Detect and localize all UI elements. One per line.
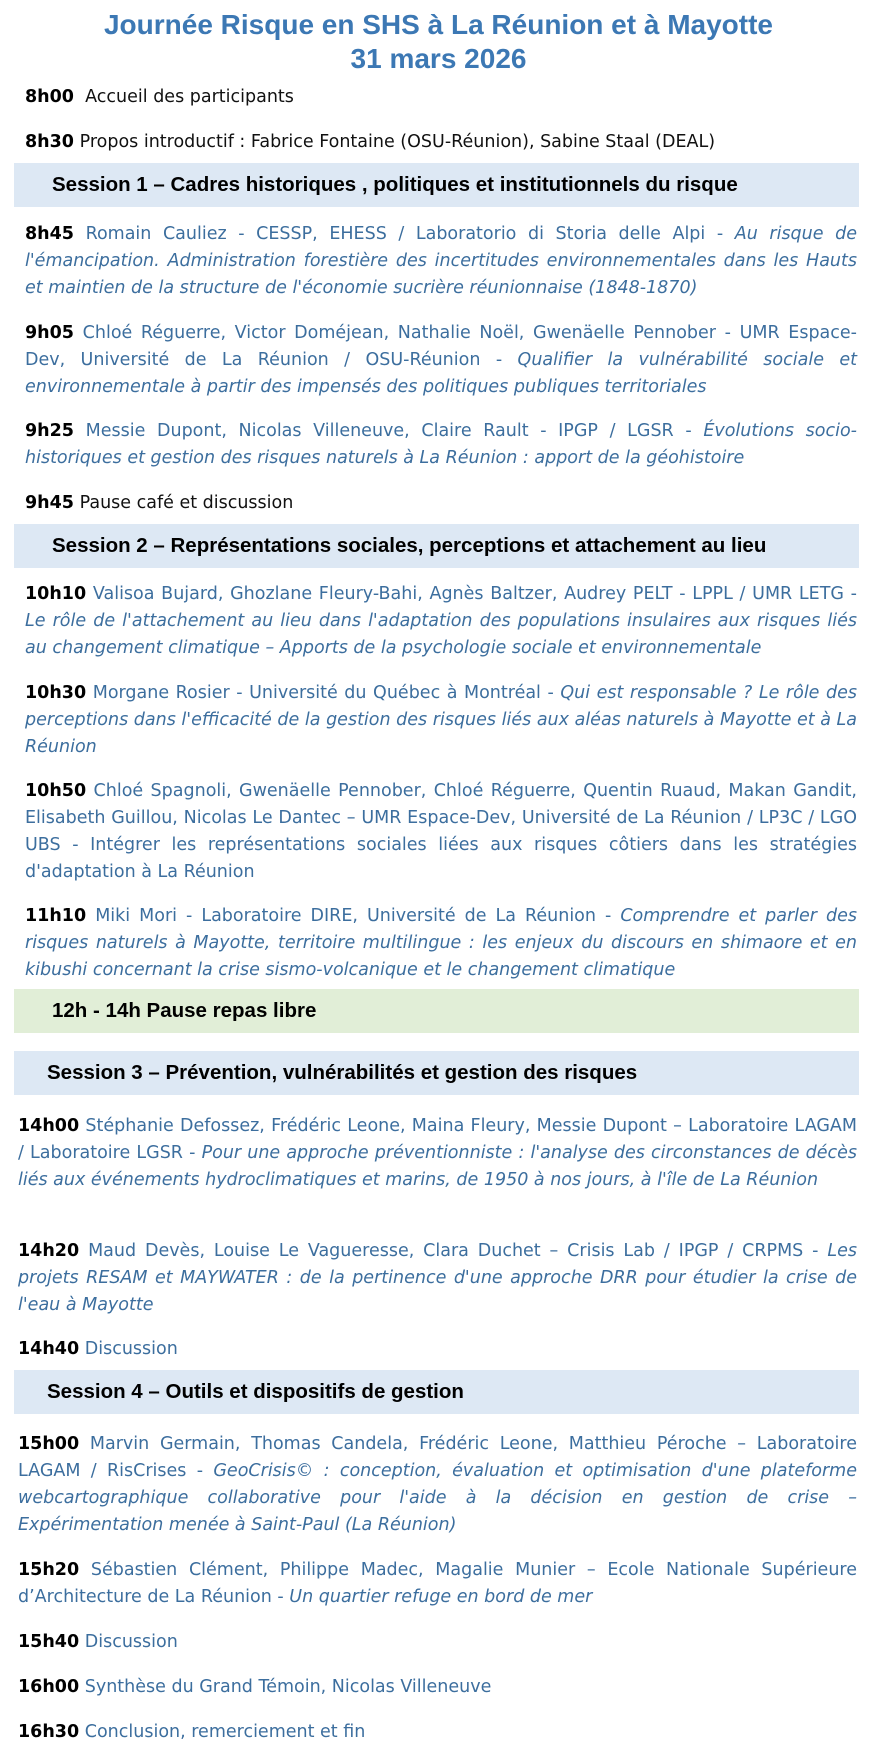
- talk-item: [18, 1557, 857, 1611]
- talk-time: 16h00: [18, 1677, 80, 1697]
- talk-authors: Conclusion, remerciement et fin: [84, 1722, 366, 1742]
- talk-title: Un quartier refuge en bord de mer: [289, 1587, 593, 1607]
- talk-authors: Discussion: [84, 1339, 178, 1359]
- session-4-title: Session 4 – Outils et dispositifs de gestion: [47, 1380, 464, 1403]
- talk-item: [18, 1674, 857, 1701]
- talk-authors: Chloé Spagnoli, Gwenäelle Pennober, Chloé Réguerre, Quentin Ruaud, Makan Gandit, Elisabeth Guillou, Nicolas Le Dantec – UMR Espace-Dev, Université de La Réunion / LP3C / LGO UBS - Intégrer les représentations sociales liées aux risques côtiers dans les stratégies d'adaptation à La Réunion: [25, 781, 857, 882]
- talk-title: Qualifier la vulnérabilité sociale et environnementale à partir des impensés des politiques publiques territoriales: [25, 350, 857, 397]
- talk-time: 10h10: [25, 584, 87, 604]
- talk-item: [18, 1719, 857, 1746]
- talk-authors: Sébastien Clément, Philippe Madec, Magalie Munier – Ecole Nationale Supérieure d’Architecture de La Réunion -: [18, 1560, 857, 1607]
- talk-time: 9h25: [25, 421, 74, 441]
- talk-item: [25, 680, 857, 761]
- session-1-header: [14, 163, 859, 207]
- talk-authors: Stéphanie Defossez, Frédéric Leone, Maina Fleury, Messie Dupont – Laboratoire LAGAM / Laboratoire LGSR -: [18, 1116, 857, 1163]
- item-time: 8h00: [25, 87, 74, 107]
- session-1-title: Session 1 – Cadres historiques , politiques et institutionnels du risque: [52, 173, 738, 196]
- title-line-1: Journée Risque en SHS à La Réunion et à Mayotte: [103, 9, 774, 40]
- item-text: Pause café et discussion: [79, 493, 294, 513]
- talk-time: 8h45: [25, 224, 74, 244]
- talk-item: [25, 903, 857, 984]
- item-time: 9h45: [25, 493, 74, 513]
- talk-title: Qui est responsable ? Le rôle des perceptions dans l'efficacité de la gestion des risques liés aux aléas naturels à Mayotte et à La Réunion: [25, 683, 857, 757]
- talk-authors: Chloé Réguerre, Victor Doméjean, Nathalie Noël, Gwenäelle Pennober - UMR Espace-Dev, Université de La Réunion / OSU-Réunion -: [25, 323, 857, 370]
- talk-authors: Miki Mori - Laboratoire DIRE, Université de La Réunion -: [95, 906, 621, 926]
- session-2-title: Session 2 – Représentations sociales, perceptions et attachement au lieu: [52, 534, 767, 557]
- talk-item: [25, 221, 857, 302]
- program-item: [25, 84, 857, 111]
- talk-time: 16h30: [18, 1722, 80, 1742]
- session-4-header: [14, 1370, 859, 1414]
- talk-title: Évolutions socio-historiques et gestion des risques naturels à La Réunion : apport de la géohistoire: [25, 421, 857, 468]
- talk-title: Au risque de l'émancipation. Administration forestière des incertitudes environnementales dans les Hauts et maintien de la structure de l'économie sucrière réunionnaise (1848-1870): [25, 224, 857, 298]
- talk-time: 9h05: [25, 323, 74, 343]
- talk-item: [18, 1113, 857, 1194]
- talk-item: [18, 1431, 857, 1539]
- page-title: [0, 8, 877, 76]
- session-3-header: [14, 1051, 859, 1095]
- lunch-break-title: 12h - 14h Pause repas libre: [52, 999, 317, 1022]
- talk-authors: Morgane Rosier - Université du Québec à Montréal -: [92, 683, 561, 703]
- talk-time: 11h10: [25, 906, 87, 926]
- title-date: 31 mars 2026: [350, 43, 527, 74]
- talk-time: 14h00: [18, 1116, 80, 1136]
- talk-authors: Valisoa Bujard, Ghozlane Fleury-Bahi, Agnès Baltzer, Audrey PELT - LPPL / UMR LETG -: [92, 584, 857, 604]
- talk-title: Le rôle de l'attachement au lieu dans l'adaptation des populations insulaires aux risques liés au changement climatique – Apports de la psychologie sociale et environnementale: [25, 611, 857, 658]
- talk-time: 15h20: [18, 1560, 80, 1580]
- lunch-break-banner: [14, 989, 859, 1033]
- talk-item: [18, 1336, 857, 1363]
- talk-title: Les projets RESAM et MAYWATER : de la pertinence d'une approche DRR pour étudier la crise de l'eau à Mayotte: [18, 1241, 857, 1315]
- talk-authors: Romain Cauliez - CESSP, EHESS / Laboratorio di Storia delle Alpi -: [85, 224, 735, 244]
- talk-time: 10h30: [25, 683, 87, 703]
- talk-authors: Discussion: [84, 1632, 178, 1652]
- talk-time: 15h40: [18, 1632, 80, 1652]
- talk-authors: Maud Devès, Louise Le Vagueresse, Clara Duchet – Crisis Lab / IPGP / CRPMS -: [88, 1241, 828, 1261]
- talk-authors: Synthèse du Grand Témoin, Nicolas Villeneuve: [84, 1677, 492, 1697]
- session-3-title: Session 3 – Prévention, vulnérabilités et gestion des risques: [47, 1061, 638, 1084]
- talk-authors: Messie Dupont, Nicolas Villeneuve, Claire Rault - IPGP / LGSR -: [85, 421, 704, 441]
- talk-title: Comprendre et parler des risques naturels à Mayotte, territoire multilingue : les enjeux du discours en shimaore et en kibushi concernant la crise sismo-volcanique et le changement climatique: [25, 906, 857, 980]
- talk-item: [25, 778, 857, 886]
- talk-title: GeoCrisis© : conception, évaluation et optimisation d'une plateforme webcartographique collaborative pour l'aide à la décision en gestion de crise – Expérimentation menée à Saint-Paul (La Réunion): [18, 1461, 857, 1535]
- talk-item: [18, 1629, 857, 1656]
- talk-authors: Marvin Germain, Thomas Candela, Frédéric Leone, Matthieu Péroche – Laboratoire LAGAM / RisCrises -: [18, 1434, 857, 1481]
- program-item: [25, 129, 857, 156]
- talk-time: 10h50: [25, 781, 87, 801]
- talk-item: [25, 418, 857, 472]
- talk-item: [25, 581, 857, 662]
- talk-title: Pour une approche préventionniste : l'analyse des circonstances de décès liés aux événements hydroclimatiques et marins, de 1950 à nos jours, à l'île de La Réunion: [18, 1143, 857, 1190]
- talk-item: [25, 320, 857, 401]
- program-item: [25, 490, 857, 517]
- session-2-header: [14, 524, 859, 568]
- item-time: 8h30: [25, 132, 74, 152]
- talk-time: 14h20: [18, 1241, 80, 1261]
- talk-item: [18, 1238, 857, 1319]
- talk-time: 15h00: [18, 1434, 80, 1454]
- talk-time: 14h40: [18, 1339, 80, 1359]
- item-text: Propos introductif : Fabrice Fontaine (OSU-Réunion), Sabine Staal (DEAL): [79, 132, 716, 152]
- item-text: Accueil des participants: [85, 87, 294, 107]
